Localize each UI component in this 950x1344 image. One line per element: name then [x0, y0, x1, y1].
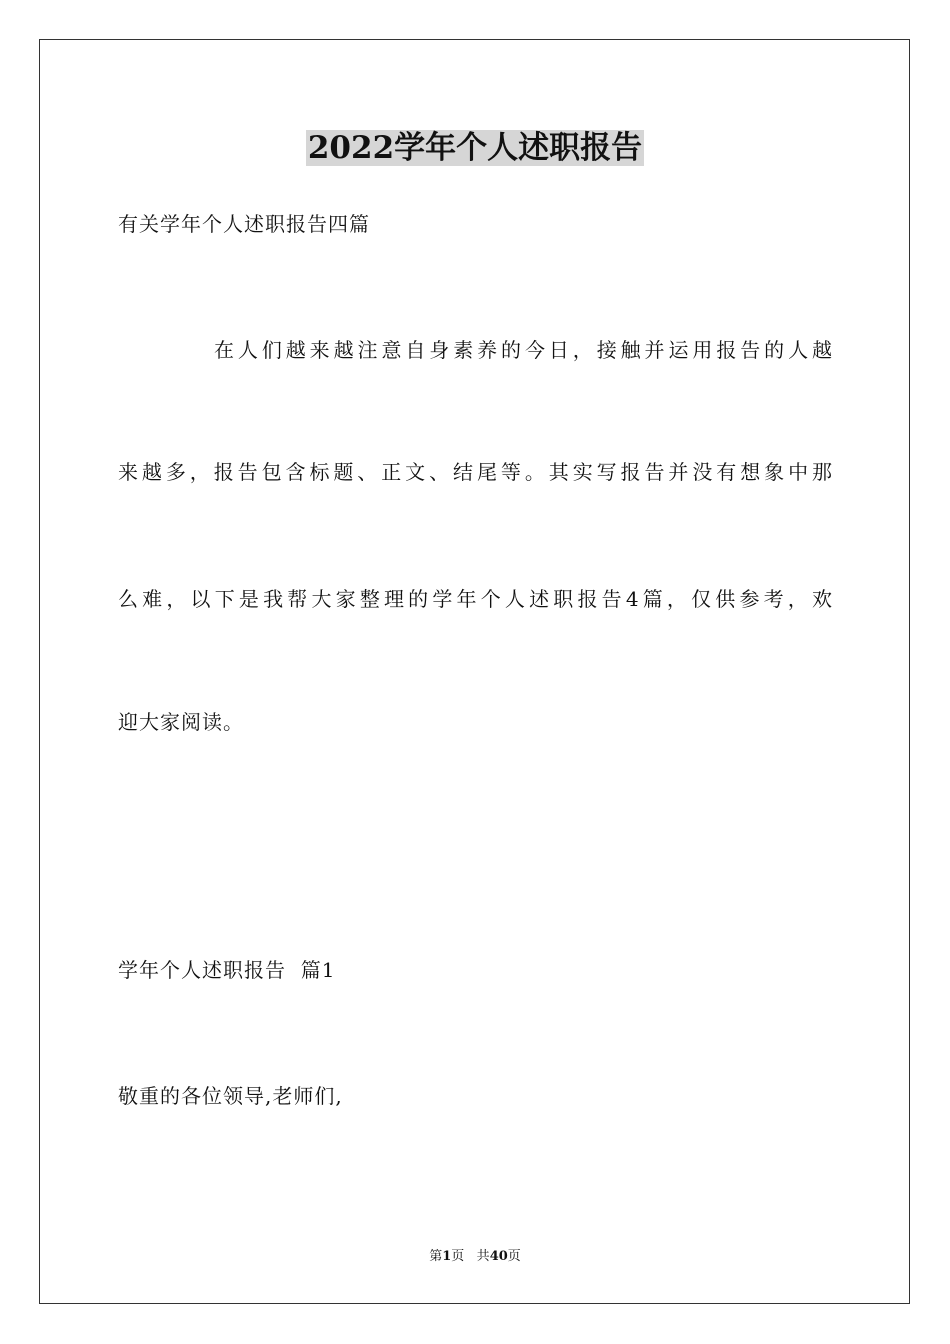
- section-heading: 学年个人述职报告 篇1: [118, 958, 336, 982]
- footer-total-suffix: 页: [507, 1249, 521, 1264]
- document-subtitle: 有关学年个人述职报告四篇: [118, 212, 370, 236]
- footer-page-number: 1: [442, 1249, 452, 1264]
- intro-line-4: 迎大家阅读。: [118, 710, 244, 734]
- intro-line-1: 在人们越来越注意自身素养的今日，接触并运用报告的人越: [214, 338, 832, 362]
- footer-total-pages: 40: [489, 1249, 508, 1264]
- intro-line-2: 来越多，报告包含标题、正文、结尾等。其实写报告并没有想象中那: [118, 460, 832, 484]
- footer-page-prefix: 第: [429, 1249, 443, 1264]
- document-title-text: 2022学年个人述职报告: [307, 130, 643, 166]
- document-title: [0, 126, 950, 170]
- footer-total-prefix: 共: [476, 1249, 490, 1264]
- page-footer: [0, 1248, 950, 1266]
- intro-line-3: 么难，以下是我帮大家整理的学年个人述职报告4篇，仅供参考，欢: [118, 587, 832, 611]
- footer-page-suffix: 页: [451, 1249, 465, 1264]
- salutation: 敬重的各位领导,老师们,: [118, 1084, 343, 1108]
